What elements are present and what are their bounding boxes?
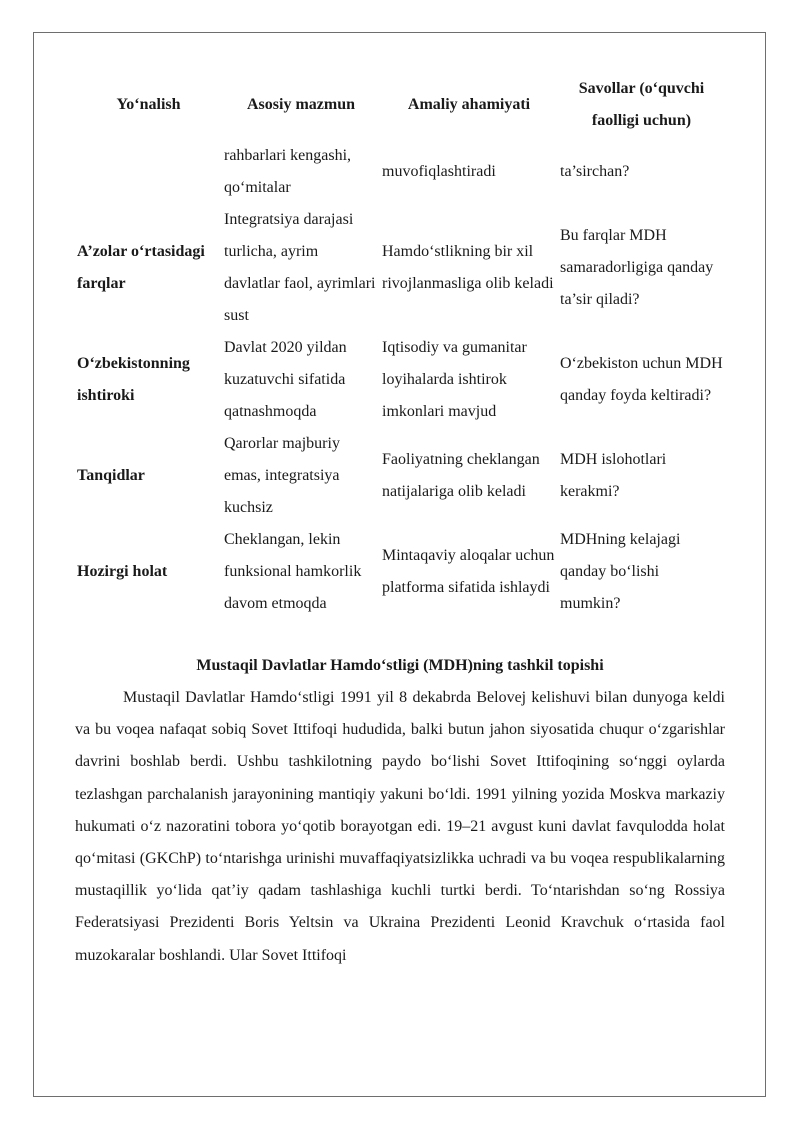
- header-questions: Savollar (o‘quvchi faolligi uchun): [578, 80, 705, 129]
- row-significance: muvofiqlashtiradi: [382, 163, 496, 180]
- row-question: O‘zbekiston uchun MDH qanday foyda keltiradi?: [560, 355, 723, 404]
- cis-overview-table: [75, 70, 725, 620]
- row-question: MDH islohotlari kerakmi?: [560, 451, 667, 500]
- row-question: ta’sirchan?: [560, 163, 630, 180]
- body-paragraph: Mustaqil Davlatlar Hamdo‘stligi 1991 yil 8 dekabrda Belovej kelishuvi bilan dunyoga keldi va bu voqea nafaqat sobiq Sovet Ittifoqi hududida, balki butun jahon siyosatida chuqur o‘zgarishlar davrini boshlab berdi. Ushbu tashkilotning paydo bo‘lishi Sovet Ittifoqining so‘nggi oylarda tezlashgan parchalanish jarayonining mantiqiy yakuni bo‘ldi. 1991 yilning yozida Moskva markaziy hukumati o‘z nazoratini tobora yo‘qotib borayotgan edi. 19–21 avgust kuni davlat favqulodda holat qo‘mitasi (GKChP) to‘ntarishga urinishi muvaffaqiyatsizlikka uchradi va bu voqea respublikalarning mustaqillik yo‘lida qat’iy qadam tashlashiga kuchli turtki berdi. To‘ntarishdan so‘ng Rossiya Federatsiyasi Prezidenti Boris Yeltsin va Ukraina Prezidenti Leonid Kravchuk o‘rtasida faol muzokaralar boshlandi. Ular Sovet Ittifoqi: [75, 689, 725, 964]
- header-practical-significance: Amaliy ahamiyati: [407, 96, 531, 113]
- section-heading: Mustaqil Davlatlar Hamdo‘stligi (MDH)ning tashkil topishi: [196, 657, 604, 674]
- row-content: Integratsiya darajasi turlicha, ayrim davlatlar faol, ayrimlari sust: [224, 211, 376, 324]
- row-content: rahbarlari kengashi, qo‘mitalar: [224, 147, 352, 196]
- row-question: MDHning kelajagi qanday bo‘lishi mumkin?: [560, 531, 681, 612]
- table-row: [75, 428, 725, 524]
- row-content: Davlat 2020 yildan kuzatuvchi sifatida qatnashmoqda: [224, 339, 347, 420]
- table-row: [75, 140, 725, 204]
- row-significance: Mintaqaviy aloqalar uchun platforma sifatida ishlaydi: [382, 547, 555, 596]
- header-direction: Yo‘nalish: [116, 96, 181, 113]
- row-direction: Hozirgi holat: [77, 563, 168, 580]
- row-significance: Hamdo‘stlikning bir xil rivojlanmasliga olib keladi: [382, 243, 554, 292]
- row-direction: O‘zbekistonning ishtiroki: [77, 355, 190, 404]
- row-direction: A’zolar o‘rtasidagi farqlar: [77, 243, 205, 292]
- row-direction: Tanqidlar: [77, 467, 145, 484]
- header-main-content: Asosiy mazmun: [246, 96, 355, 113]
- row-significance: Faoliyatning cheklangan natijalariga olib keladi: [382, 451, 540, 500]
- row-content: Cheklangan, lekin funksional hamkorlik davom etmoqda: [224, 531, 362, 612]
- table-row: [75, 204, 725, 332]
- table-row: [75, 332, 725, 428]
- table-header-row: [75, 70, 725, 140]
- row-direction: [75, 140, 222, 204]
- row-significance: Iqtisodiy va gumanitar loyihalarda ishtirok imkonlari mavjud: [382, 339, 527, 420]
- document-content: [75, 70, 725, 972]
- row-question: Bu farqlar MDH samaradorligiga qanday ta’sir qiladi?: [560, 227, 714, 308]
- table-row: [75, 524, 725, 620]
- row-content: Qarorlar majburiy emas, integratsiya kuchsiz: [224, 435, 340, 516]
